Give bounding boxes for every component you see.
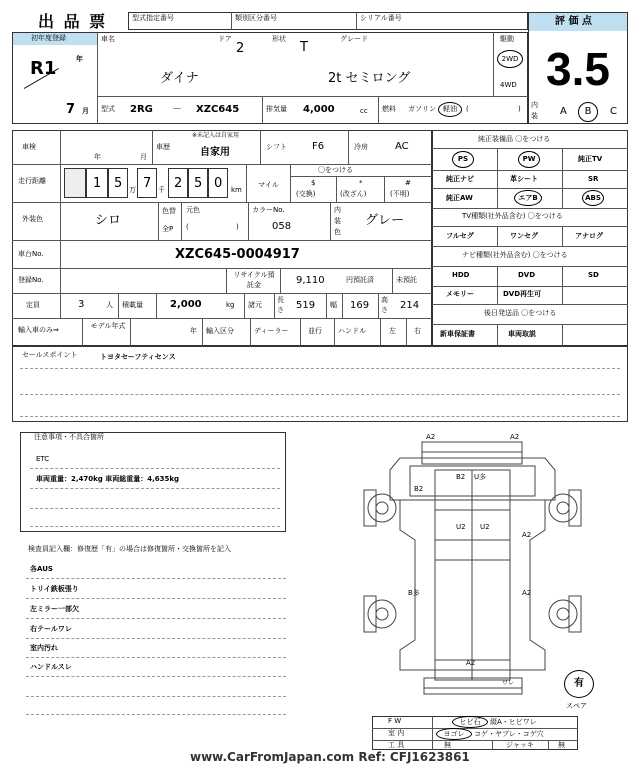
inspector-item-4: 右テールワレ [30,625,72,633]
model-value: XZC645 [196,104,240,115]
color-all-label: 全P [162,225,174,233]
diagram-label-u2-left: U2 [456,523,466,531]
interior-damage-circled: ヨゴレ [436,728,472,740]
tv-analog: アナログ [575,232,603,240]
fw-rest: 綴A・ヒビワレ [490,718,537,726]
nav-dvd-play: DVD再生可 [503,290,542,298]
model-year-label: モデル年式 [90,322,126,330]
grade-value: 2t セミロング [328,71,411,86]
dims-label: 諸元 [248,301,262,309]
mileage-digit-5: 5 [194,176,203,191]
handle-label: ハンドル [338,327,366,335]
import-parallel: 並行 [308,327,322,335]
tv-oneseg: ワンセグ [510,232,538,240]
interior-color-value: グレー [365,213,405,228]
height-value: 214 [400,300,420,311]
nav-hdd: HDD [452,271,470,279]
equip-sr: SR [588,175,599,183]
tv-title: TV種類(社外品含む) 〇をつける [462,212,563,220]
mileage-digit-6: 0 [214,176,223,191]
detail-grid [12,130,432,346]
mileage-opt1-sym: $ [311,179,316,187]
reg-no-label: 登録No. [18,276,44,284]
equip-pw-circled: PW [518,151,540,168]
width-value: 169 [350,300,370,311]
shaken-month-unit: 月 [140,153,147,161]
mileage-opt3-sym: # [405,179,411,187]
interior-damage-label: 室 内 [388,729,405,737]
handle-left: 左 [389,327,396,335]
cc-unit: cc [360,107,368,115]
drive-4wd: 4WD [500,81,517,89]
displacement-label: 排気量 [266,105,287,113]
reg-year-unit: 年 [76,55,83,63]
interior-grade-a: A [560,106,567,117]
fuel-gas: ガソリン [408,105,436,113]
diagram-label-a2-front-right: A2 [510,433,520,441]
ac-label: 冷房 [354,143,368,151]
diagram-label-a2-rear: A2 [466,659,476,667]
handle-right: 右 [414,327,421,335]
interior-label: 内装 [531,101,538,120]
category-label: 類別区分番号 [235,14,277,22]
docs-warranty: 新車保証書 [440,330,475,338]
mileage-man-unit: 万 [129,186,136,194]
docs-title: 後日発送品 〇をつける [484,309,557,317]
diagram-label-b2-center: B2 [456,473,466,481]
car-name-value: ダイナ [160,71,199,86]
shaken-label: 車検 [22,143,36,151]
drive-2wd-circled: 2WD [497,50,523,68]
fuel-paren-close: ) [518,105,521,113]
equip-nav: 純正ナビ [446,175,474,183]
jack-label: ジャッキ [506,741,534,749]
nav-sd: SD [588,271,599,279]
length-value: 519 [296,300,316,311]
recycle-value: 9,110 [296,275,325,286]
height-label: 高さ [381,296,388,314]
orig-color-paren-close: ) [236,223,239,231]
sheet-title: 出 品 票 [38,12,108,31]
mileage-digit-2: 5 [114,176,123,191]
spare-value-circled: 有 [564,670,594,698]
shift-label: シフト [266,143,287,151]
tools-label: 工 具 [388,741,405,749]
mileage-opt1: (交換) [296,190,316,198]
doors-label: ドア [218,35,232,43]
mileage-sen-unit: 千 [158,186,165,194]
fuel-paren-open: ( [466,105,469,113]
history-label: 車歴 [156,143,170,151]
sales-point-value: トヨタセーフティセンス [100,353,176,361]
car-name-label: 車名 [101,35,115,43]
serial-label: シリアル番号 [360,14,402,22]
notes-label: 注意事項・不具合箇所 [34,433,104,441]
inspector-item-2: トリイ鉄板張り [30,585,79,593]
diagram-label-b2-left: B2 [414,485,424,493]
width-label: 幅 [330,301,337,309]
orig-color-label: 元色 [186,206,200,214]
history-note: ※未記入は自家用 [192,132,240,139]
history-value: 自家用 [200,147,230,158]
inspector-item-5: 室内汚れ [30,644,58,652]
nav-title: ナビ種類(社外品含む) 〇をつける [462,251,568,259]
interior-grade-b-circled: B [578,102,598,122]
score-label: 評 価 点 [555,16,592,27]
import-label: 輸入車のみ⇒ [18,326,59,334]
shape-value: T [300,40,308,55]
color-change-label: 色替 [162,207,176,215]
diagram-label-u-many: U多 [474,473,487,481]
equip-ps-circled: PS [452,151,474,168]
equip-abs-circled: ABS [582,190,604,206]
mileage-digit-3: 7 [143,176,152,191]
mileage-opt2: (改ざん) [340,190,367,198]
recycle-unpaid-label: 未預託 [396,276,417,284]
mileage-opt3: (不明) [390,190,410,198]
mileage-km-unit: km [231,186,242,194]
import-year-unit: 年 [190,327,197,335]
shape-label: 形状 [272,35,286,43]
fw-label: F W [388,717,402,725]
interior-damage-rest: コゲ・ヤブレ・コゲ穴 [474,730,544,738]
mileage-digit-4: 2 [174,176,183,191]
exterior-color-value: シロ [95,213,122,228]
docs-manual: 車両取説 [508,330,536,338]
seats-value: 3 [78,299,85,310]
inspector-item-1: 各AUS [30,565,53,573]
equipment-title: 純正装備品 〇をつける [478,135,551,143]
inspector-label: 検査員記入欄：修復歴「有」の場合は修復箇所・交換箇所を記入 [28,545,231,553]
reg-era: R1 [30,58,57,79]
diagram-label-u2-right: U2 [480,523,490,531]
import-type-label: 輸入区分 [206,327,234,335]
load-label: 積載量 [122,301,143,309]
orig-color-paren: ( [186,223,189,231]
ac-value: AC [395,141,409,152]
equip-leather: 革シート [510,175,538,183]
vehicle-damage-diagram [360,430,610,700]
load-value: 2,000 [170,299,202,310]
equip-airbag-circled: エアB [514,190,542,206]
inspector-item-3: 左ミラー一部欠 [30,605,79,613]
mileage-digit-1: 1 [93,176,102,191]
exterior-color-label: 外装色 [22,215,43,223]
shaken-year-unit: 年 [94,153,101,161]
model-prefix: 2RG [130,104,153,115]
header-codes-box [128,12,528,30]
interior-color-label: 内装色 [334,206,341,236]
chassis-value: XZC645-0004917 [175,247,300,262]
diagram-label-crack: ワレ [502,680,515,687]
spare-label: スペア [566,702,587,710]
nav-memory: メモリー [446,290,474,298]
diagram-label-a2-front-left: A2 [426,433,436,441]
model-designation-label: 型式指定番号 [132,14,174,22]
tv-fullseg: フルセグ [446,232,474,240]
recycle-label: リサイクル預託金 [233,271,275,289]
reg-month: 7 [66,102,76,117]
nav-dvd: DVD [518,271,536,279]
import-dealer: ディーラー [254,327,289,335]
shift-value: F6 [312,141,325,152]
chassis-label: 車台No. [18,250,44,258]
grade-label: グレード [340,35,368,43]
footer-watermark: www.CarFromJapan.com Ref: CFJ1623861 [190,750,470,764]
fw-circled: ヒビ石 [452,716,488,728]
notes-line-2: 車両重量：2,470kg 車両総重量：4,635kg [36,475,180,483]
score-value: 3.5 [546,43,610,95]
notes-line-1: ETC [36,455,50,463]
interior-grade-c: C [610,106,617,117]
model-dash: － [172,104,182,115]
diagram-label-b-many: B多 [408,589,420,597]
diagram-label-a2-rear-right: A2 [522,589,532,597]
fuel-diesel-circled: 軽油 [438,102,462,117]
model-label: 型式 [101,105,115,113]
color-code-value: 058 [272,221,292,232]
inspector-item-6: ハンドルスレ [30,663,72,671]
displacement-value: 4,000 [303,104,335,115]
mile-label: マイル [258,181,279,189]
seats-label: 定員 [26,301,40,309]
equip-aw: 純正AW [446,194,473,202]
color-code-label: カラーNo. [252,206,285,214]
mileage-label: 走行距離 [18,177,46,185]
first-reg-label: 初年度登録 [31,34,66,42]
reg-month-unit: 月 [82,107,89,115]
sales-point-label: セールスポイント [22,351,78,359]
doors-value: 2 [236,41,245,56]
seats-unit: 人 [106,301,113,309]
drive-label: 駆動 [500,35,514,43]
jack-value: 無 [558,741,565,749]
length-label: 長さ [277,296,284,314]
mileage-opt2-sym: * [359,179,363,187]
recycle-paid-label: 円預託済 [346,276,374,284]
equip-tv: 純正TV [578,155,603,163]
diagram-label-a2-right-side: A2 [522,531,532,539]
mileage-mark-note: 〇をつける [318,166,353,174]
fuel-label: 燃料 [382,105,396,113]
tools-value: 無 [444,741,451,749]
load-unit: kg [226,301,235,309]
